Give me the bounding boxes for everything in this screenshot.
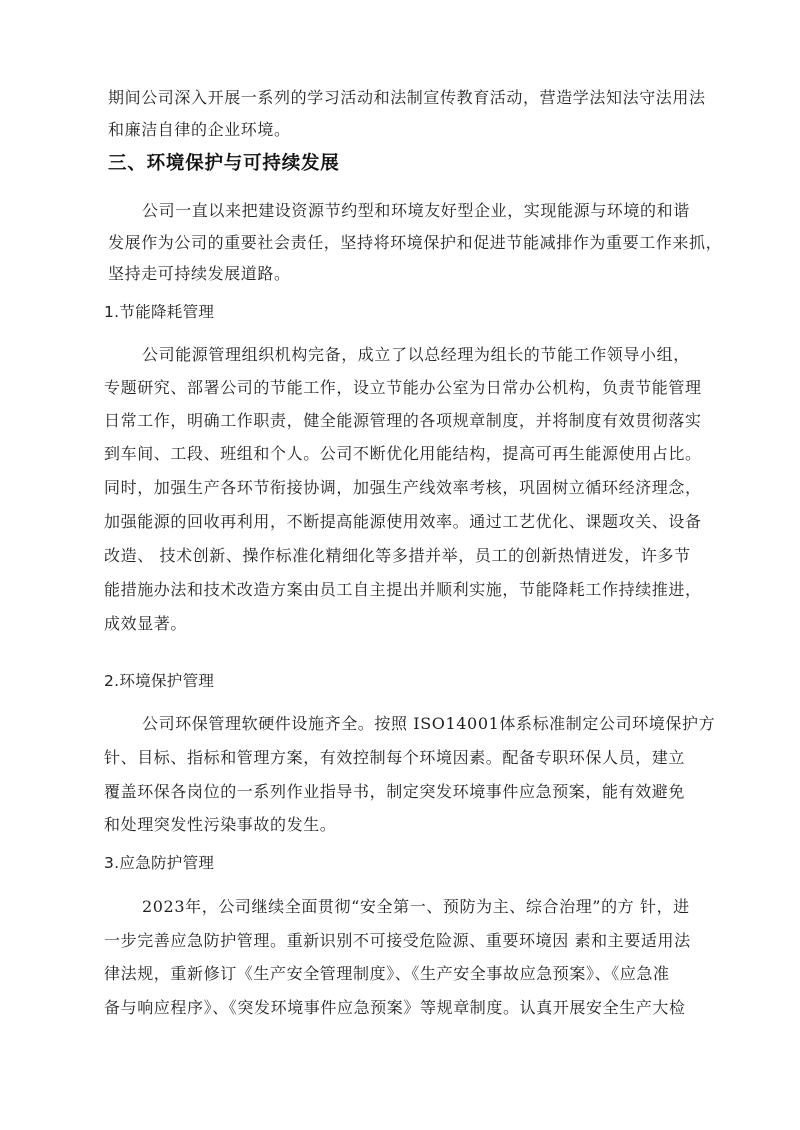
- sub2-paragraph-line-4: 和处理突发性污染事故的发生。: [104, 815, 337, 834]
- subheading-energy-saving: 1.节能降耗管理: [104, 303, 215, 321]
- sub2-paragraph-line-1: 公司环保管理软硬件设施齐全。按照 ISO14001体系标准制定公司环境保护方: [142, 714, 716, 733]
- intro-line-1: 期间公司深入开展一系列的学习活动和法制宣传教育活动，营造学法知法守法用法: [108, 88, 706, 107]
- sub1-paragraph-line-4: 到车间、工段、班组和个人。公司不断优化用能结构，提高可再生能源使用占比。: [104, 444, 702, 463]
- sub1-paragraph-line-1: 公司能源管理组织机构完备，成立了以总经理为组长的节能工作领导小组，: [142, 345, 690, 364]
- sub1-paragraph-line-5: 同时，加强生产各环节衔接协调，加强生产线效率考核，巩固树立循环经济理念，: [104, 478, 702, 497]
- section3-paragraph-line-1: 公司一直以来把建设资源节约型和环境友好型企业，实现能源与环境的和谐: [142, 201, 690, 220]
- sub3-paragraph-line-1: 2023年，公司继续全面贯彻“安全第一、预防为主、综合治理”的方 针，进: [142, 897, 690, 916]
- section-heading-environment: 三、环境保护与可持续发展: [108, 153, 340, 174]
- sub1-paragraph-line-6: 加强能源的回收再利用，不断提高能源使用效率。通过工艺优化、课题攻关、设备: [104, 512, 702, 531]
- sub1-paragraph-line-8: 能措施办法和技术改造方案由员工自主提出并顺利实施，节能降耗工作持续推进，: [104, 580, 702, 599]
- section3-paragraph-line-3: 坚持走可持续发展道路。: [108, 264, 291, 283]
- sub1-paragraph-line-2: 专题研究、部署公司的节能工作，设立节能办公室为日常办公机构，负责节能管理: [104, 378, 702, 397]
- sub3-paragraph-line-4: 备与响应程序》、《突发环境事件应急预案》等规章制度。认真开展安全生产大检: [104, 998, 686, 1017]
- sub2-paragraph-line-2: 针、目标、指标和管理方案，有效控制每个环境因素。配备专职环保人员，建立: [104, 748, 686, 767]
- subheading-emergency-protection: 3.应急防护管理: [104, 854, 215, 872]
- sub1-paragraph-line-3: 日常工作，明确工作职责，健全能源管理的各项规章制度，并将制度有效贯彻落实: [104, 411, 702, 430]
- sub1-paragraph-line-7: 改造、 技术创新、操作标准化精细化等多措并举，员工的创新热情迸发，许多节: [104, 546, 691, 565]
- sub3-paragraph-line-3: 律法规，重新修订《生产安全管理制度》、《生产安全事故应急预案》、《应急准: [104, 964, 670, 983]
- subheading-environmental-protection: 2.环境保护管理: [104, 672, 215, 690]
- intro-line-2: 和廉洁自律的企业环境。: [108, 120, 291, 139]
- sub3-paragraph-line-2: 一步完善应急防护管理。重新识别不可接受危险源、重要环境因 素和主要适用法: [104, 931, 691, 950]
- section3-paragraph-line-2: 发展作为公司的重要社会责任，坚持将环境保护和促进节能减排作为重要工作来抓，: [108, 233, 723, 252]
- sub2-paragraph-line-3: 覆盖环保各岗位的一系列作业指导书，制定突发环境事件应急预案，能有效避免: [104, 782, 686, 801]
- sub1-paragraph-line-9: 成效显著。: [104, 614, 188, 633]
